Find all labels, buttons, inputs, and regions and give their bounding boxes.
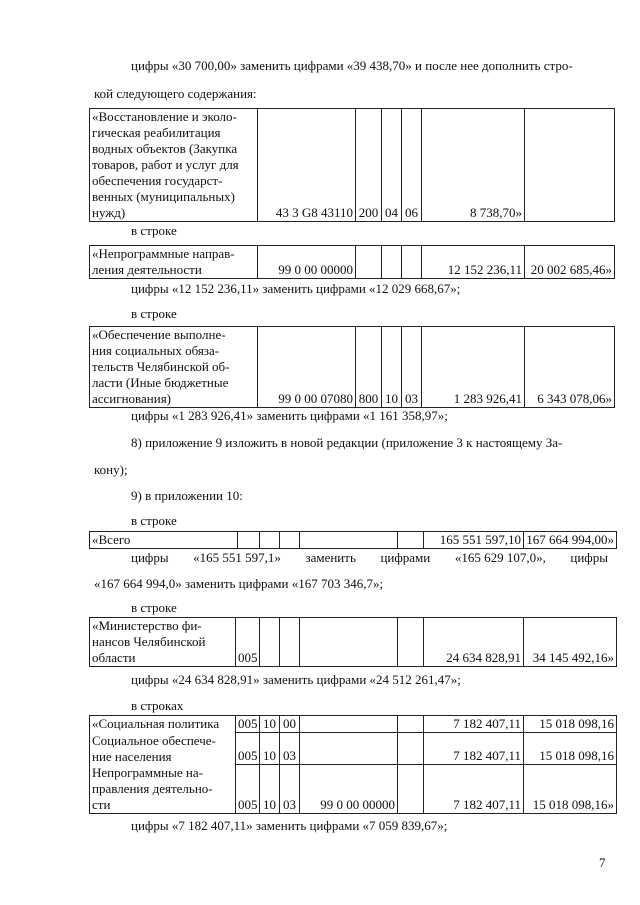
sum2-cell: 34 145 492,16» [524, 618, 617, 667]
item-9: 9) в приложении 10: [131, 488, 243, 503]
table-ministry-finance [89, 617, 617, 667]
csr-cell: 99 0 00 00000 [258, 246, 356, 279]
rz-cell: 10 [382, 327, 402, 408]
row-name-cell: Непрограммные на- правления деятельно- сти [90, 765, 236, 814]
in-rows-label: в строках [131, 698, 184, 713]
table-nepro [89, 245, 615, 279]
table-row [90, 246, 615, 279]
sum2-cell: 167 664 994,00» [524, 532, 617, 549]
code-cell: 005 [236, 765, 260, 814]
sum1-cell: 7 182 407,11 [424, 733, 524, 765]
table-row [90, 765, 617, 814]
pr-cell: 03 [402, 327, 422, 408]
in-row-label: в строке [131, 306, 177, 321]
text-line-replace: цифры «7 182 407,11» заменить цифрами «7 059 839,67»; [131, 818, 448, 833]
in-row-label: в строке [131, 513, 177, 528]
rz-cell: 10 [260, 733, 280, 765]
row-name-cell: Социальное обеспече- ние населения [90, 733, 236, 765]
row-name-cell: «Всего [90, 532, 238, 549]
table-row [90, 618, 617, 667]
row-name-cell: «Обеспечение выполне- ния социальных обяза- тельств Челябинской об- ласти (Иные бюджетные ассигнования) [90, 327, 258, 408]
sum1-cell: 1 283 926,41 [422, 327, 525, 408]
text-line-replace: цифры «1 283 926,41» заменить цифрами «1 161 358,97»; [131, 408, 448, 423]
table-total [89, 531, 617, 549]
code-cell: 005 [236, 716, 260, 733]
row-name-cell: «Непрограммные направ- ления деятельности [90, 246, 258, 279]
sum2-cell: 15 018 098,16 [524, 733, 617, 765]
pr-cell: 03 [280, 733, 300, 765]
sum2-cell: 15 018 098,16» [524, 765, 617, 814]
sum1-cell: 12 152 236,11 [422, 246, 525, 279]
pr-cell: 00 [280, 716, 300, 733]
sum2-cell [525, 109, 615, 222]
table-row [90, 716, 617, 733]
csr-cell: 43 3 G8 43110 [258, 109, 356, 222]
row-name-cell: «Восстановление и эколо- гическая реабилитация водных объектов (Закупка товаров, работ и услуг для обеспечения государст- венных (муниципальных) нужд) [90, 109, 258, 222]
sum1-cell: 24 634 828,91 [424, 618, 524, 667]
table-row [90, 109, 615, 222]
pr-cell: 06 [402, 109, 422, 222]
table-new-row [89, 108, 615, 222]
rz-cell: 04 [382, 109, 402, 222]
sum1-cell: 8 738,70» [422, 109, 525, 222]
table-row [90, 733, 617, 765]
pr-cell: 03 [280, 765, 300, 814]
sum2-cell: 20 002 685,46» [525, 246, 615, 279]
sum1-cell: 165 551 597,10 [424, 532, 524, 549]
row-name-cell: «Министерство фи- нансов Челябинской области [90, 618, 236, 667]
code-cell: 005 [236, 618, 260, 667]
rz-cell: 10 [260, 765, 280, 814]
table-row [90, 327, 615, 408]
text-line-replace: цифры «24 634 828,91» заменить цифрами «24 512 261,47»; [131, 672, 461, 687]
vr-cell: 200 [356, 109, 382, 222]
sum2-cell: 15 018 098,16 [524, 716, 617, 733]
in-row-label: в строке [131, 600, 177, 615]
table-social-obligations [89, 326, 615, 408]
sum1-cell: 7 182 407,11 [424, 716, 524, 733]
page-number: 7 [599, 855, 606, 870]
text-line-replace-30700: цифры «30 700,00» заменить цифрами «39 438,70» и после нее дополнить стро- [131, 58, 573, 73]
row-name-cell: «Социальная политика [90, 716, 236, 733]
item-8-line-2: кону); [94, 462, 128, 477]
text-line-replace-total-2: «167 664 994,0» заменить цифрами «167 703 346,7»; [94, 576, 384, 591]
table-social-policy [89, 715, 617, 814]
code-cell: 005 [236, 733, 260, 765]
text-line-replace-total: цифры «165 551 597,1» заменить цифрами «165 629 107,0», цифры [131, 550, 608, 565]
rz-cell: 10 [260, 716, 280, 733]
table-row [90, 532, 617, 549]
sum1-cell: 7 182 407,11 [424, 765, 524, 814]
text-line-replace: цифры «12 152 236,11» заменить цифрами «12 029 668,67»; [131, 281, 461, 296]
item-8-line-1: 8) приложение 9 изложить в новой редакции (приложение 3 к настоящему За- [131, 435, 563, 450]
csr-cell: 99 0 00 00000 [300, 765, 398, 814]
vr-cell: 800 [356, 327, 382, 408]
text-line-following-content: кой следующего содержания: [94, 86, 257, 101]
csr-cell: 99 0 00 07080 [258, 327, 356, 408]
csr-cell [300, 716, 398, 733]
csr-cell [300, 733, 398, 765]
sum2-cell: 6 343 078,06» [525, 327, 615, 408]
in-row-label: в строке [131, 223, 177, 238]
